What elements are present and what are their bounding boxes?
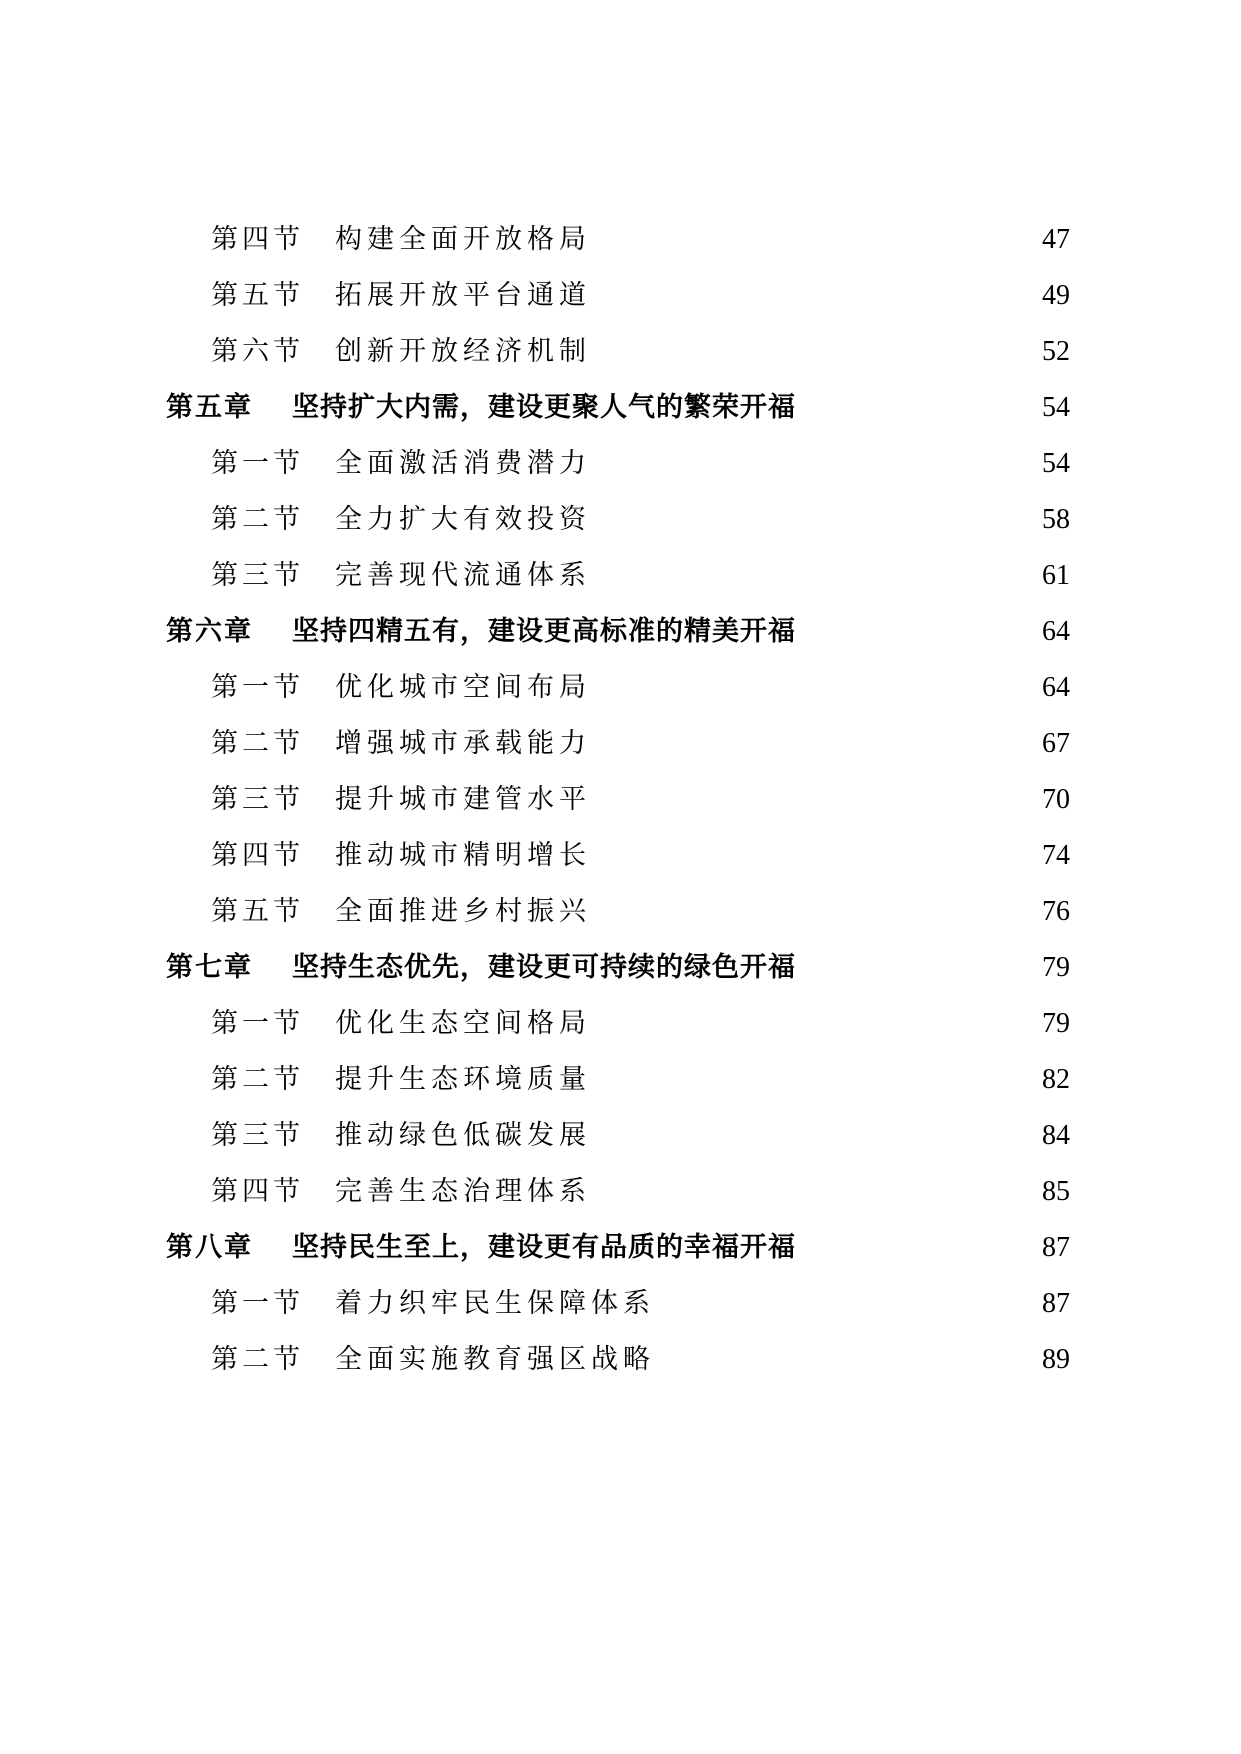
dot-leader [593,718,1038,770]
entry-title: 完善现代流通体系 [335,560,591,591]
dot-leader [593,270,1038,322]
toc-entry[interactable] [211,438,1070,490]
toc-entry[interactable] [211,830,1070,882]
entry-title: 创新开放经济机制 [335,336,591,367]
dot-leader [593,214,1038,266]
dot-leader [657,1278,1038,1330]
dot-leader [798,382,1038,434]
page-number: 54 [1042,392,1070,423]
chapter-title: 坚持生态优先，建设更可持续的绿色开福 [292,952,796,983]
toc-entry[interactable] [211,998,1070,1050]
page-number: 76 [1042,896,1070,927]
chapter-title: 坚持民生至上，建设更有品质的幸福开福 [292,1232,796,1263]
entry-number: 第一节 [211,1008,304,1039]
toc-entry[interactable] [211,1110,1070,1162]
toc-entry[interactable] [211,550,1070,602]
page-number: 84 [1042,1120,1070,1151]
page-number: 70 [1042,784,1070,815]
chapter-number: 第七章 [166,952,253,983]
toc-chapter-entry[interactable] [166,1222,1070,1274]
dot-leader [593,774,1038,826]
toc-entry[interactable] [211,774,1070,826]
dot-leader [593,1110,1038,1162]
dot-leader [593,998,1038,1050]
dot-leader [657,1334,1038,1386]
toc-entry[interactable] [211,1166,1070,1218]
chapter-number: 第六章 [166,616,253,647]
entry-number: 第四节 [211,1176,304,1207]
entry-number: 第二节 [211,1064,304,1095]
entry-title: 优化生态空间格局 [335,1008,591,1039]
page-number: 85 [1042,1176,1070,1207]
toc-entry[interactable] [211,718,1070,770]
entry-number: 第一节 [211,1288,304,1319]
entry-number: 第五节 [211,896,304,927]
toc-chapter-entry[interactable] [166,606,1070,658]
dot-leader [798,606,1038,658]
entry-number: 第四节 [211,224,304,255]
entry-title: 推动绿色低碳发展 [335,1120,591,1151]
dot-leader [593,550,1038,602]
entry-title: 着力织牢民生保障体系 [335,1288,655,1319]
toc-entry[interactable] [211,886,1070,938]
dot-leader [593,326,1038,378]
dot-leader [798,942,1038,994]
toc-entry[interactable] [211,662,1070,714]
entry-number: 第三节 [211,560,304,591]
page-number: 64 [1042,616,1070,647]
toc-chapter-entry[interactable] [166,942,1070,994]
page-number: 82 [1042,1064,1070,1095]
entry-title: 提升生态环境质量 [335,1064,591,1095]
entry-number: 第三节 [211,1120,304,1151]
page-number: 79 [1042,952,1070,983]
page-number: 64 [1042,672,1070,703]
page-number: 89 [1042,1344,1070,1375]
entry-number: 第二节 [211,1344,304,1375]
entry-number: 第四节 [211,840,304,871]
dot-leader [593,1054,1038,1106]
page-number: 52 [1042,336,1070,367]
entry-title: 拓展开放平台通道 [335,280,591,311]
entry-title: 全面实施教育强区战略 [335,1344,655,1375]
toc-entry[interactable] [211,1054,1070,1106]
entry-title: 构建全面开放格局 [335,224,591,255]
chapter-title: 坚持扩大内需，建设更聚人气的繁荣开福 [292,392,796,423]
toc-entry[interactable] [211,214,1070,266]
dot-leader [593,886,1038,938]
dot-leader [593,1166,1038,1218]
page-number: 61 [1042,560,1070,591]
page-number: 74 [1042,840,1070,871]
toc-entry[interactable] [211,270,1070,322]
entry-title: 完善生态治理体系 [335,1176,591,1207]
page-number: 87 [1042,1232,1070,1263]
toc-entry[interactable] [211,326,1070,378]
entry-title: 优化城市空间布局 [335,672,591,703]
dot-leader [593,438,1038,490]
dot-leader [798,1222,1038,1274]
entry-title: 增强城市承载能力 [335,728,591,759]
entry-number: 第六节 [211,336,304,367]
entry-title: 推动城市精明增长 [335,840,591,871]
chapter-number: 第五章 [166,392,253,423]
chapter-title: 坚持四精五有，建设更高标准的精美开福 [292,616,796,647]
entry-number: 第五节 [211,280,304,311]
entry-title: 全面激活消费潜力 [335,448,591,479]
entry-title: 全面推进乡村振兴 [335,896,591,927]
chapter-number: 第八章 [166,1232,253,1263]
page-number: 87 [1042,1288,1070,1319]
page-number: 79 [1042,1008,1070,1039]
page-number: 67 [1042,728,1070,759]
entry-number: 第二节 [211,728,304,759]
dot-leader [593,662,1038,714]
page-number: 47 [1042,224,1070,255]
entry-title: 提升城市建管水平 [335,784,591,815]
entry-title: 全力扩大有效投资 [335,504,591,535]
entry-number: 第三节 [211,784,304,815]
entry-number: 第二节 [211,504,304,535]
toc-chapter-entry[interactable] [166,382,1070,434]
dot-leader [593,494,1038,546]
toc-entry[interactable] [211,1334,1070,1386]
entry-number: 第一节 [211,448,304,479]
dot-leader [593,830,1038,882]
page-number: 58 [1042,504,1070,535]
toc-entry[interactable] [211,1278,1070,1330]
page-number: 49 [1042,280,1070,311]
entry-number: 第一节 [211,672,304,703]
page-number: 54 [1042,448,1070,479]
toc-entry[interactable] [211,494,1070,546]
